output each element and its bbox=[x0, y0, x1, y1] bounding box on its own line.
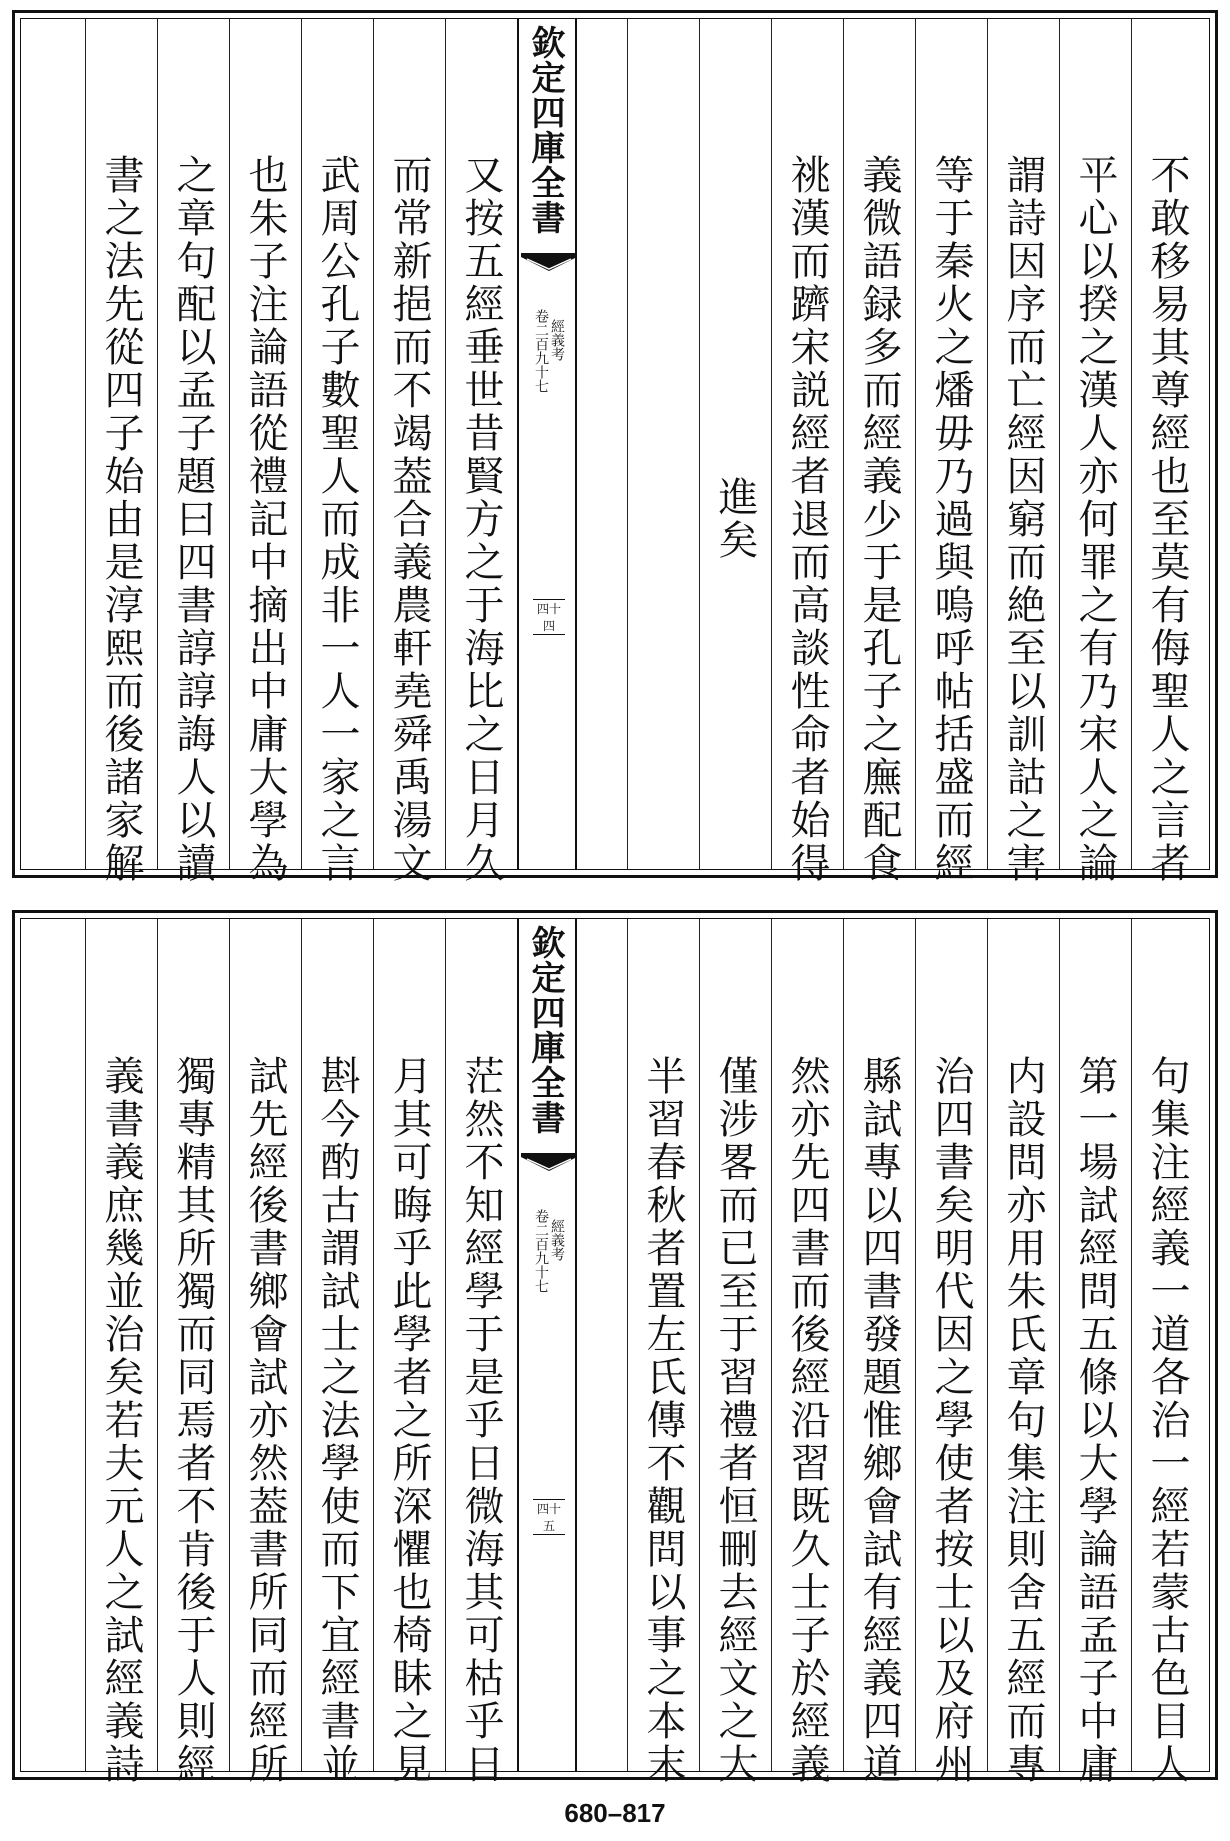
text-column bbox=[373, 19, 445, 885]
center-spine bbox=[517, 19, 577, 869]
column-text: 祧漢而躋宋説經者退而高談性命者始得 bbox=[784, 153, 830, 885]
top-page-body bbox=[21, 19, 1209, 885]
text-column bbox=[301, 19, 373, 885]
column-text: 第一場試經問五條以大學論語孟子中庸 bbox=[1072, 1054, 1118, 1786]
text-column bbox=[229, 19, 301, 885]
text-column bbox=[987, 19, 1059, 885]
text-column bbox=[445, 919, 517, 1786]
column-text: 武周公孔子數聖人而成非一人一家之言 bbox=[314, 153, 360, 885]
text-column bbox=[445, 19, 517, 885]
column-text: 不敢移易其尊經也至莫有侮聖人之言者 bbox=[1144, 153, 1190, 885]
column-text: 月其可晦乎此學者之所深懼也椅眛之見 bbox=[386, 1054, 432, 1786]
text-column bbox=[229, 919, 301, 1786]
column-text: 又按五經垂世昔賢方之于海比之日月久 bbox=[458, 153, 504, 885]
text-column bbox=[915, 19, 987, 885]
bottom-page-body bbox=[21, 919, 1209, 1786]
text-column bbox=[157, 919, 229, 1786]
folio-number: 四十五 bbox=[533, 1499, 565, 1535]
text-column bbox=[843, 19, 915, 885]
text-column bbox=[843, 919, 915, 1786]
book-title: 經義考 bbox=[549, 1219, 565, 1261]
column-text: 句集注經義一道各治一經若蒙古色目人 bbox=[1144, 1054, 1190, 1786]
center-spine bbox=[517, 919, 577, 1771]
column-text: 平心以揆之漢人亦何罪之有乃宋人之論 bbox=[1072, 153, 1118, 885]
column-text: 義書義庶幾並治矣若夫元人之試經義詩 bbox=[98, 1054, 144, 1786]
text-column bbox=[771, 19, 843, 885]
text-column bbox=[1059, 19, 1131, 885]
column-text: 而常新挹而不竭葢合義農軒堯舜禹湯文 bbox=[386, 153, 432, 885]
text-column bbox=[699, 19, 771, 869]
column-text: 書之法先從四子始由是淳熙而後諸家解 bbox=[98, 153, 144, 885]
book-title: 經義考 bbox=[549, 319, 565, 361]
text-column bbox=[627, 19, 699, 869]
column-text: 半習春秋者置左氏傳不觀問以事之本末 bbox=[640, 1054, 686, 1786]
bottom-page bbox=[12, 910, 1218, 1786]
volume-number: 卷二百九十七 bbox=[533, 1209, 549, 1293]
column-text: 等于秦火之燔毋乃過與嗚呼帖括盛而經 bbox=[928, 153, 974, 885]
collection-title: 欽定四庫全書 bbox=[525, 25, 565, 235]
column-text: 茫然不知經學于是乎日微海其可枯乎日 bbox=[458, 1054, 504, 1786]
text-column bbox=[1131, 19, 1203, 885]
folio-number: 四十四 bbox=[533, 599, 565, 635]
column-text: 試先經後書鄉會試亦然葢書所同而經所 bbox=[242, 1054, 288, 1786]
column-text: 獨專精其所獨而同焉者不肯後于人則經 bbox=[170, 1054, 216, 1786]
page-reference: 680–817 bbox=[564, 1798, 666, 1828]
text-column bbox=[157, 19, 229, 885]
fishtail-ornament bbox=[521, 1153, 577, 1173]
column-text: 進矣 bbox=[712, 476, 758, 562]
column-text: 内設問亦用朱氏章句集注則舍五經而專 bbox=[1000, 1054, 1046, 1786]
text-column bbox=[699, 919, 771, 1786]
top-page bbox=[12, 10, 1218, 885]
text-column bbox=[627, 919, 699, 1786]
column-text: 然亦先四書而後經沿習既久士子於經義 bbox=[784, 1054, 830, 1786]
text-column bbox=[915, 919, 987, 1786]
column-text: 縣試專以四書發題惟鄉會試有經義四道 bbox=[856, 1054, 902, 1786]
collection-title: 欽定四庫全書 bbox=[525, 925, 565, 1135]
text-column bbox=[987, 919, 1059, 1786]
text-column bbox=[85, 19, 157, 885]
text-column bbox=[1131, 919, 1203, 1786]
column-text: 之章句配以孟子題曰四書諄諄誨人以讀 bbox=[170, 153, 216, 885]
column-text: 謂詩因序而亡經因窮而絶至以訓詁之害 bbox=[1000, 153, 1046, 885]
fishtail-ornament bbox=[521, 253, 577, 273]
column-text: 僅涉畧而已至于習禮者恒刪去經文之大 bbox=[712, 1054, 758, 1786]
column-text: 義微語録多而經義少于是孔子之廡配食 bbox=[856, 153, 902, 885]
text-column bbox=[85, 919, 157, 1786]
column-text: 治四書矣明代因之學使者按士以及府州 bbox=[928, 1054, 974, 1786]
text-column bbox=[301, 919, 373, 1786]
column-text: 斟今酌古謂試士之法學使而下宜經書並 bbox=[314, 1054, 360, 1786]
text-column bbox=[373, 919, 445, 1786]
column-text: 也朱子注論語從禮記中摘出中庸大學為 bbox=[242, 153, 288, 885]
text-column bbox=[771, 919, 843, 1786]
volume-number: 卷二百九十七 bbox=[533, 309, 549, 393]
text-column bbox=[1059, 919, 1131, 1786]
